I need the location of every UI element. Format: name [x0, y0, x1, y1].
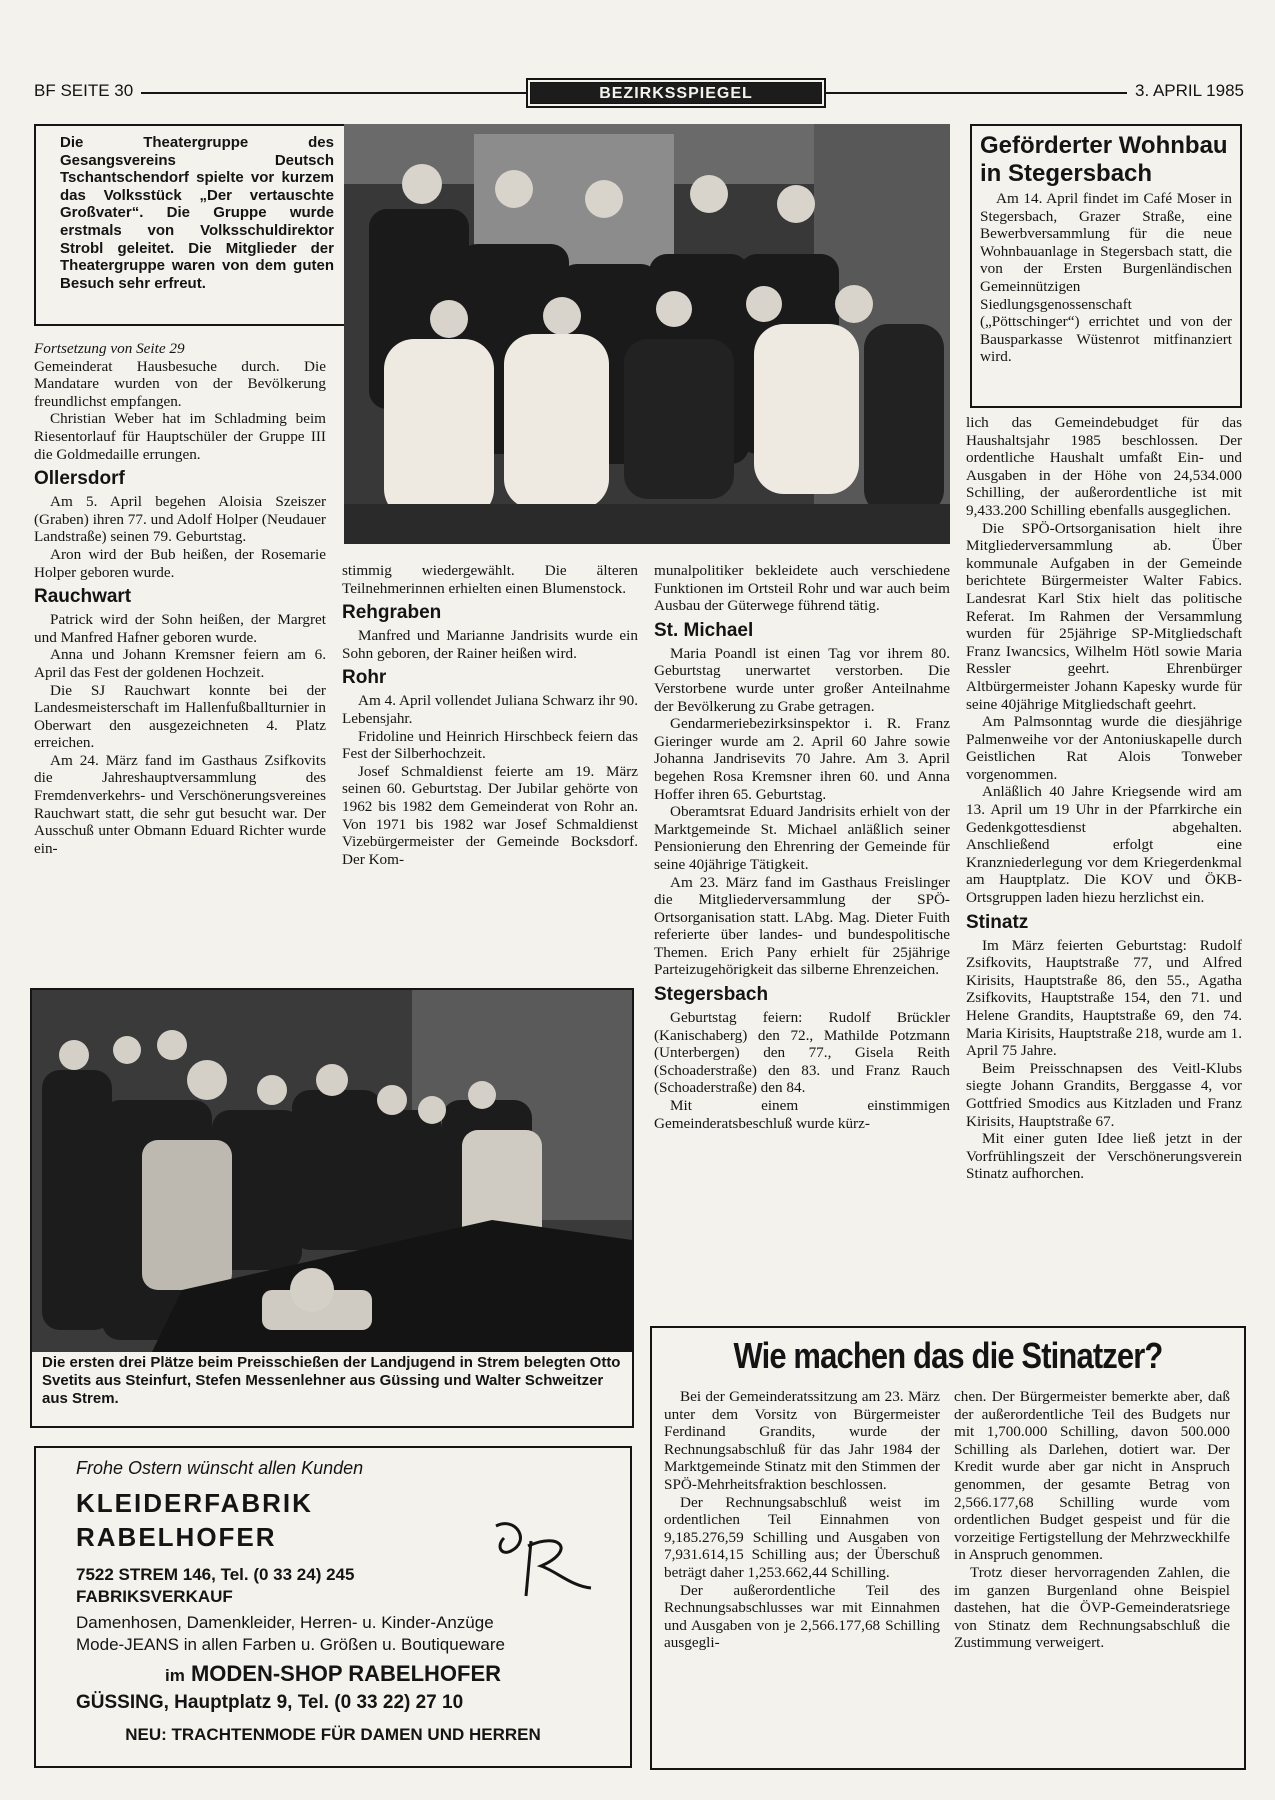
col4-paragraph: Anläßlich 40 Jahre Kriegsende wird am 13. April um 19 Uhr in der Pfarrkirche ein Gedenkgottesdienst abgehalten. Anschließend erfolgt eine Kranzniederlegung vor dem Kriegerdenkmal am Hauptplatz. Die KOV und ÖKB-Ortsgruppen laden hiezu herzlichst ein.: [966, 783, 1242, 907]
continuation-note: Fortsetzung von Seite 29: [34, 340, 185, 357]
stinatzer-headline: Wie machen das die Stinatzer?: [733, 1335, 1163, 1376]
col4-paragraph: Beim Preisschnapsen des Veitl-Klubs siegte Johann Grandits, Berggasse 4, vor Gottfried Smodics aus Kitzladen und Franz Kirisits, Hauptstraße 67.: [966, 1059, 1242, 1130]
page-number: BF SEITE 30: [34, 81, 141, 101]
col2-paragraph: stimmig wiedergewählt. Die älteren Teilnehmerinnen erhielten einen Blumenstock.: [342, 562, 638, 597]
theater-caption-box: [34, 124, 346, 326]
heading-stinatz: Stinatz: [966, 911, 1029, 933]
shooting-photo: [32, 990, 632, 1352]
ad-greeting: Frohe Ostern wünscht allen Kunden: [76, 1458, 364, 1478]
wohnbau-text: Am 14. April findet im Café Moser in Stegersbach, Grazer Straße, eine Bewerbversammlung für die neue Wohnbauanlage in Stegersbach statt, die von der Ersten Burgenländischen Gemeinnützigen Siedlungsgenossenschaft („Pöttschinger“) errichtet und von der Bausparkasse Wüstenrot mitfinanziert wird.: [980, 190, 1232, 366]
ad-shop-line: [50, 1660, 616, 1690]
wohnbau-body: [980, 190, 1232, 366]
col3-paragraph: Oberamtsrat Eduard Jandrisits erhielt von der Marktgemeinde St. Michael anläßlich seiner Pensionierung den Ehrenring der Gemeinde für seine 40jährige Tätigkeit.: [654, 803, 950, 873]
col3-paragraph: Am 23. März fand im Gasthaus Freislinger die Mitgliederversammlung der SPÖ-Ortsorganisation statt. LAbg. Mag. Dieter Fuith referierte über landes- und bundespolitische Themen. Erich Pany erhielt für 25jährige Parteizugehörigkeit das silberne Ehrenzeichen.: [654, 873, 950, 979]
heading-rauchwart: Rauchwart: [34, 586, 132, 608]
ad-company-line2: RABELHOFER: [76, 1522, 277, 1552]
col4-paragraph: Die SPÖ-Ortsorganisation hielt ihre Mitgliederversammlung ab. Über kommunale Aufgaben in der Gemeinde berichtete Bürgermeister Walter Fabics. Landesrat Karl Stix hielt das politische Referat. Im Rahmen der Versammlung wurden für 25jährige SP-Mitgliedschaft Franz Iwancsics, Wilhelm Hötl sowie Maria Ressler geehrt. Ehrenbürger Altbürgermeister Johann Kapesky wurde für seine 40jährige Mitgliedschaft geehrt.: [966, 519, 1242, 713]
column-3: [654, 562, 950, 1132]
column-1: [34, 340, 326, 857]
column-4: [966, 414, 1242, 1183]
col1-paragraph: Patrick wird der Sohn heißen, der Margret und Manfred Hafner geboren wurde.: [34, 611, 326, 646]
col1-paragraph: Aron wird der Bub heißen, der Rosemarie Holper geboren wurde.: [34, 545, 326, 581]
stinatzer-column-left: [664, 1388, 940, 1652]
stinatzer-paragraph: Der außerordentliche Teil des Rechnungsabschlusses war mit Einnahmen und Ausgaben von je 2,566.177,68 Schilling ausgegli-: [664, 1581, 940, 1652]
wohnbau-title: [980, 132, 1232, 188]
col2-paragraph: Josef Schmaldienst feierte am 19. März seinen 60. Geburtstag. Der Jubilar gehörte von 1962 bis 1982 dem Gemeinderat von Rohr an. Von 1971 bis 1982 war Josef Schmaldienst Vizebürgermeister der Gemeinde Bocksdorf. Der Kom-: [342, 762, 638, 868]
ad-shop-prefix: im: [164, 1666, 185, 1685]
ad-goods-line2: Mode-JEANS in allen Farben u. Größen u. Boutiqueware: [76, 1635, 506, 1654]
theater-group-photo: [344, 124, 950, 544]
heading-rohr: Rohr: [342, 667, 387, 689]
col1-paragraph: Anna und Johann Kremsner feiern am 6. April das Fest der goldenen Hochzeit.: [34, 646, 326, 681]
col1-paragraph: Am 24. März fand im Gasthaus Zsifkovits die Jahreshauptversammlung des Fremdenverkehrs- und Verschönerungsvereines Rauchwart statt, die sehr gut besucht war. Der Ausschuß unter Obmann Eduard Richter wurde ein-: [34, 751, 326, 857]
section-title: BEZIRKSSPIEGEL: [530, 82, 822, 104]
shooting-caption: Die ersten drei Plätze beim Preisschießen der Landjugend in Strem belegten Otto Svetits aus Steinfurt, Stefen Messenlehner aus Güssing und Walter Schweitzer aus Strem.: [42, 1354, 621, 1407]
col3-paragraph: munalpolitiker bekleidete auch verschiedene Funktionen im Ortsteil Rohr und war auch beim Ausbau der Güterwege führend tätig.: [654, 562, 950, 615]
rabelhofer-advertisement: [34, 1446, 632, 1768]
col2-paragraph: Manfred und Marianne Jandrisits wurde ein Sohn geboren, der Rainer heißen wird.: [342, 627, 638, 662]
stinatzer-paragraph: Bei der Gemeinderatssitzung am 23. März unter dem Vorsitz von Bürgermeister Ferdinand Grandits, wurde der Rechnungsabschluß für das Jahr 1984 der Marktgemeinde Stinatz mit den Stimmen der SPÖ-Mehrheitsfraktion beschlossen.: [664, 1388, 940, 1493]
theater-caption: Die Theatergruppe des Gesangsvereins Deutsch Tschantschendorf spielte vor kurzem das Volksstück „Der vertauschte Großvater“. Die Gruppe wurde erstmals von Volksschuldirektor Strobl geleitet. Die Mitglieder der Theatergruppe waren von dem guten Besuch sehr erfreut.: [60, 134, 334, 292]
col2-paragraph: Am 4. April vollendet Juliana Schwarz ihr 90. Lebensjahr.: [342, 692, 638, 727]
issue-date: 3. APRIL 1985: [1127, 81, 1244, 101]
col3-paragraph: Gendarmeriebezirksinspektor i. R. Franz Gieringer wurde am 2. April 60 Jahre sowie Johanna Jandrisevits 70 Jahre. Am 3. April begehen Rosa Kremsner ihren 60. und Anna Hoffer ihren 65. Geburtstag.: [654, 715, 950, 803]
shooting-photo-box: [30, 988, 634, 1428]
col3-paragraph: Maria Poandl ist einen Tag vor ihrem 80. Geburtstag unerwartet verstorben. Die Verstorbene wurde unter großer Anteilnahme der Bevölkerung zu Grabe getragen.: [654, 644, 950, 715]
ad-neu-line: NEU: TRACHTENMODE FÜR DAMEN UND HERREN: [125, 1725, 541, 1744]
col1-paragraph: Christian Weber hat im Schladming beim Riesentorlauf für Hauptschüler der Gruppe III die Goldmedaille errungen.: [34, 410, 326, 463]
stinatzer-column-right: [954, 1388, 1230, 1652]
ad-company-line1: KLEIDERFABRIK: [76, 1488, 313, 1518]
heading-st-michael: St. Michael: [654, 619, 754, 641]
col4-paragraph: Im März feierten Geburtstag: Rudolf Zsifkovits, Hauptstraße 77, und Alfred Kirisits, Hauptstraße 86, den 55., Agatha Zsifkovits, Hauptstraße 154, den 71. und Helene Grandits, Hauptstraße 69, den 74. Maria Kirisits, Hauptstraße 218, wurde am 1. April 75 Jahre.: [966, 936, 1242, 1060]
col4-paragraph: Am Palmsonntag wurde die diesjährige Palmenweihe vor der Antoniuskapelle durch Geistlichen Rat Alois Tonweber vorgenommen.: [966, 713, 1242, 783]
col3-paragraph: Mit einem einstimmigen Gemeinderatsbeschluß wurde kürz-: [654, 1097, 950, 1132]
ad-shop-name: MODEN-SHOP RABELHOFER: [190, 1661, 502, 1686]
wohnbau-article-box: [970, 124, 1242, 408]
col1-paragraph: Die SJ Rauchwart konnte bei der Landesmeisterschaft im Hallenfußballturnier in Oberwart den ausgezeichneten 4. Platz erreichen.: [34, 681, 326, 752]
ad-fabriksverkauf: FABRIKSVERKAUF: [76, 1587, 233, 1606]
wohnbau-title-line2: in Stegersbach: [980, 160, 1153, 187]
ad-address: 7522 STREM 146, Tel. (0 33 24) 245: [76, 1565, 355, 1584]
ad-shop-address: GÜSSING, Hauptplatz 9, Tel. (0 33 22) 27 10: [76, 1692, 464, 1713]
shooting-photo-image: [32, 990, 632, 1352]
section-title-box: [526, 78, 826, 108]
rabelhofer-logo-icon: [486, 1506, 596, 1606]
col1-paragraph: Am 5. April begehen Aloisia Szeiszer (Graben) ihren 77. und Adolf Holper (Neudauer Landstraße) seinen 79. Geburtstag.: [34, 493, 326, 546]
col4-paragraph: Mit einer guten Idee ließ jetzt in der Vorfrühlingszeit der Verschönerungsverein Stinatz aufhorchen.: [966, 1130, 1242, 1183]
ad-goods-line1: Damenhosen, Damenkleider, Herren- u. Kinder-Anzüge: [76, 1613, 494, 1632]
stinatzer-paragraph: Der Rechnungsabschluß weist im ordentlichen Teil Einnahmen von 9,185.276,59 Schilling und Ausgaben von 7,931.614,15 Schilling aus; der Überschuß beträgt daher 1,253.662,44 Schilling.: [664, 1493, 940, 1581]
col3-paragraph: Geburtstag feiern: Rudolf Brückler (Kanischaberg) den 72., Mathilde Potzmann (Unterbergen) den 77., Gisela Reith (Schoaderstraße) den 83. und Franz Rauch (Schoaderstraße) den 84.: [654, 1009, 950, 1097]
heading-rehgraben: Rehgraben: [342, 602, 442, 624]
stinatzer-paragraph: Trotz dieser hervorragenden Zahlen, die im ganzen Burgenland ohne Beispiel dastehen, hat die ÖVP-Gemeinderatsriege von Stinatz dem Rechnungsabschluß die Zustimmung verweigert.: [954, 1563, 1230, 1652]
page-header: [34, 78, 1244, 108]
heading-ollersdorf: Ollersdorf: [34, 468, 125, 490]
column-2: [342, 562, 638, 868]
col2-paragraph: Fridoline und Heinrich Hirschbeck feiern das Fest der Silberhochzeit.: [342, 727, 638, 763]
wohnbau-title-line1: Geförderter Wohnbau: [980, 132, 1228, 159]
heading-stegersbach: Stegersbach: [654, 984, 769, 1006]
stinatzer-article-box: [650, 1326, 1246, 1770]
col4-paragraph: lich das Gemeindebudget für das Haushaltsjahr 1985 beschlossen. Der ordentliche Haushalt umfaßt Ein- und Ausgaben in der Höhe von 24,534.000 Schilling, der außerordentliche ist mit 9,433.200 Schilling ebenfalls ausgeglichen.: [966, 414, 1242, 519]
stinatzer-paragraph: chen. Der Bürgermeister bemerkte aber, daß der außerordentliche Teil des Budgets nur mit 1,700.000 Schilling, davon 500.000 Schilling als Darlehen, dotiert war. Der Kredit wurde aber gar nicht in Anspruch genommen, der gesamte Betrag von 2,566.177,68 Schilling wurde vom ordentlichen Budget gespeist und für die vorzeitige Fertigstellung der Mehrzweckhilfe in Anspruch genommen.: [954, 1388, 1230, 1564]
col1-paragraph: Gemeinderat Hausbesuche durch. Die Mandatare wurden von der Bevölkerung freundlichst empfangen.: [34, 357, 326, 410]
theater-photo-image: [344, 124, 950, 544]
